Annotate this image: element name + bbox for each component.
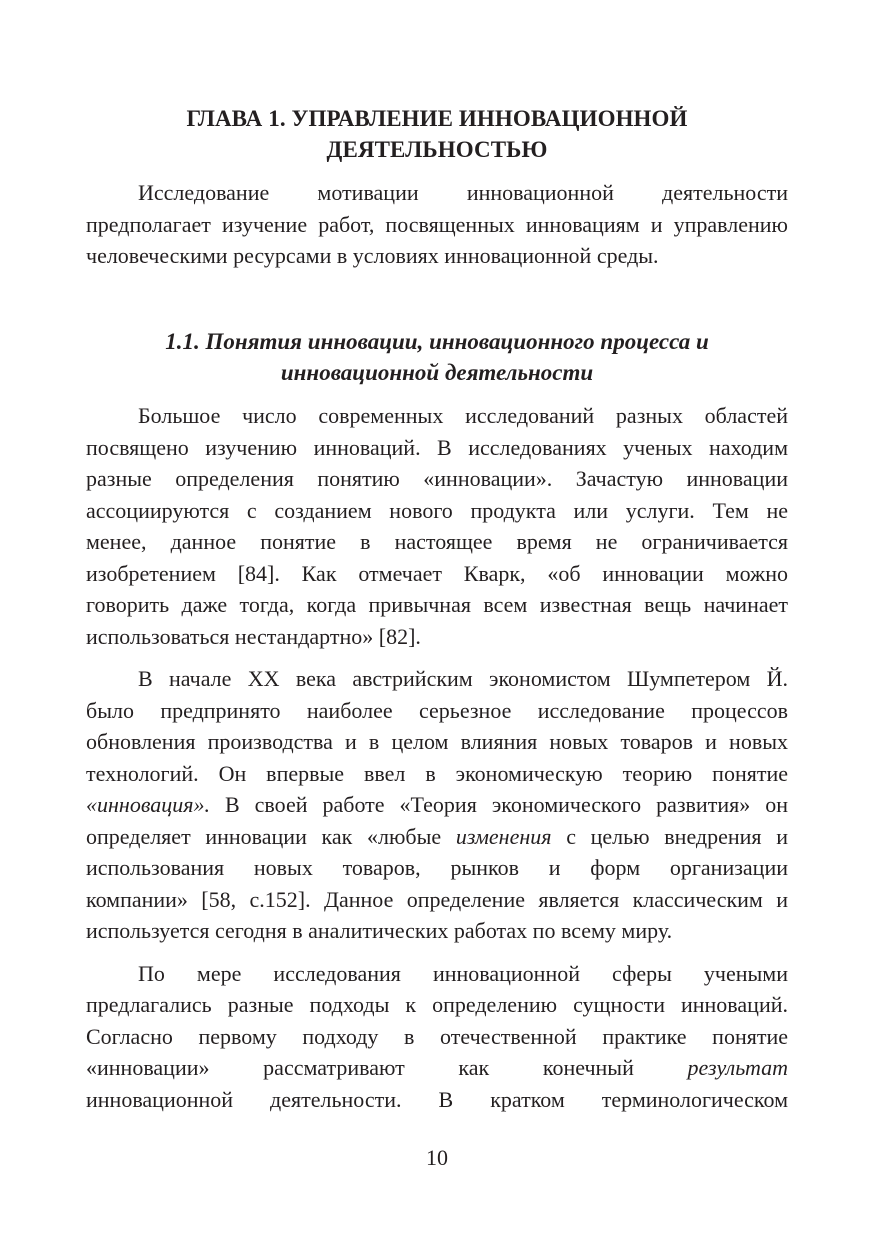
paragraph-2-line-5 — [86, 789, 788, 820]
paragraph-2-line-8: компании» [58, с.152]. Данное определение является классическим и — [86, 887, 788, 912]
chapter-title-line-2: ДЕЯТЕЛЬНОСТЬЮ — [326, 137, 548, 162]
paragraph-2-line-9: используется сегодня в аналитических работах по всему миру. — [86, 918, 673, 943]
paragraph-1-line-7: говорить даже тогда, когда привычная всем известная вещь начинает — [86, 592, 788, 617]
italic-term-changes: изменения — [455, 824, 552, 849]
paragraph-1-line-5: менее, данное понятие в настоящее время не ограничивается — [86, 529, 788, 554]
paragraph-2-line-5-text: В своей работе «Теория экономического развития» он — [209, 792, 788, 817]
paragraph-1-line-8: использоваться нестандартно» [82]. — [86, 624, 421, 649]
intro-line-1: Исследование мотивации инновационной деятельности — [138, 180, 788, 205]
paragraph-2-line-3: обновления производства и в целом влияния новых товаров и новых — [86, 729, 788, 754]
paragraph-3-line-4 — [86, 1052, 788, 1083]
paragraph-3-line-1: По мере исследования инновационной сферы учеными — [138, 961, 788, 986]
paragraph-2-line-1: В начале XX века австрийским экономистом Шумпетером Й. — [138, 666, 788, 691]
paragraph-2-line-4: технологий. Он впервые ввел в экономическую теорию понятие — [86, 761, 788, 786]
paragraph-3-line-4-text: «инновации» рассматривают как конечный — [86, 1055, 688, 1080]
italic-term-result: результат — [687, 1055, 788, 1080]
paragraph-2-line-6-text-a: определяет инновации как «любые — [86, 824, 456, 849]
paragraph-1-line-4: ассоциируются с созданием нового продукта или услуги. Тем не — [86, 498, 788, 523]
section-title-line-2: инновационной деятельности — [280, 360, 594, 385]
italic-term-innovation: «инновация». — [86, 792, 210, 817]
section-title — [86, 326, 788, 388]
paragraph-2-line-2: было предпринято наиболее серьезное исследование процессов — [86, 698, 788, 723]
section-title-line-1: 1.1. Понятия инновации, инновационного процесса и — [165, 329, 709, 354]
paragraph-1-line-3: разные определения понятию «инновации». Зачастую инновации — [86, 466, 788, 491]
intro-line-2: предполагает изучение работ, посвященных инновациям и управлению — [86, 212, 788, 237]
paragraph-3-line-3: Согласно первому подходу в отечественной практике понятие — [86, 1024, 788, 1049]
paragraph-3-line-2: предлагались разные подходы к определению сущности инноваций. — [86, 992, 788, 1017]
paragraph-1-line-2: посвящено изучению инноваций. В исследованиях ученых находим — [86, 435, 788, 460]
paragraph-2-line-7: использования новых товаров, рынков и форм организации — [86, 855, 788, 880]
intro-line-3: человеческими ресурсами в условиях инновационной среды. — [86, 243, 659, 268]
paragraph-2-line-6-text-b: с целью внедрения и — [551, 824, 788, 849]
paragraph-1-line-1: Большое число современных исследований разных областей — [138, 403, 788, 428]
paragraph-3-line-5: инновационной деятельности. В кратком терминологическом — [86, 1087, 788, 1112]
paragraph-2-line-6 — [86, 821, 788, 852]
document-page — [86, 0, 788, 1240]
paragraph-1-line-6: изобретением [84]. Как отмечает Кварк, «об инновации можно — [86, 561, 788, 586]
chapter-title-line-1: ГЛАВА 1. УПРАВЛЕНИЕ ИННОВАЦИОННОЙ — [186, 106, 688, 131]
page-number: 10 — [426, 1145, 448, 1170]
chapter-title — [86, 103, 788, 165]
